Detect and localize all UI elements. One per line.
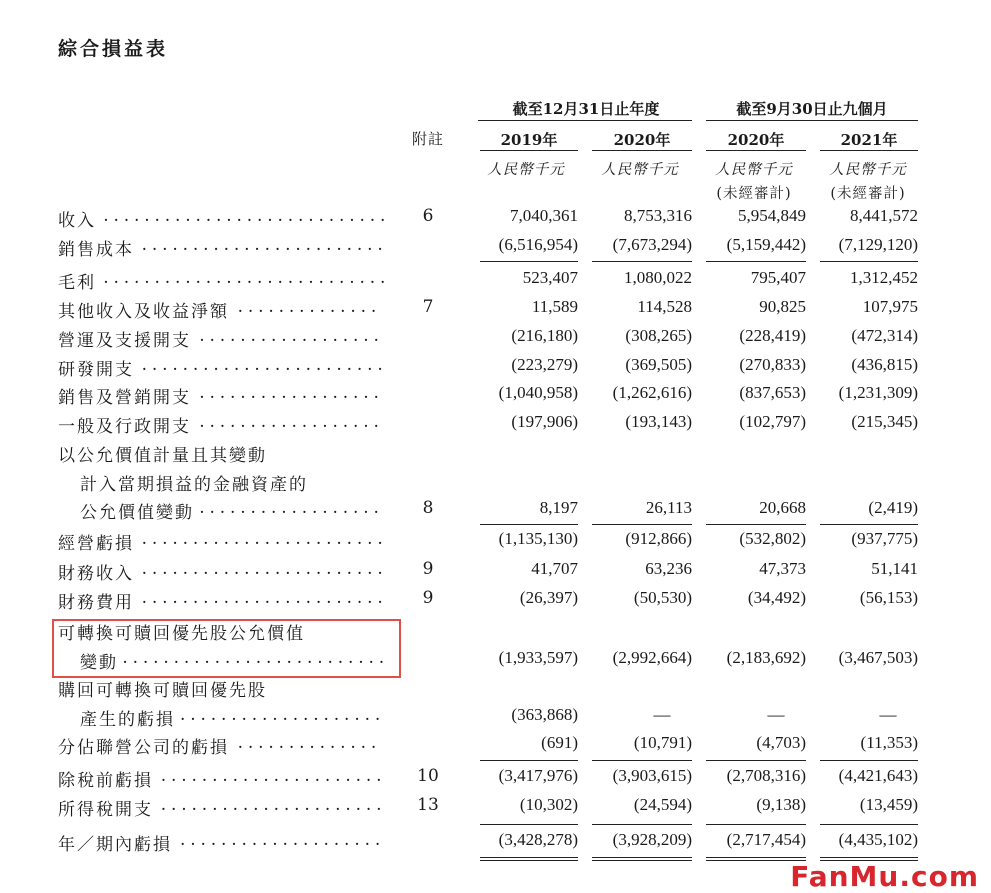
year-rule <box>592 150 692 151</box>
note-ref: 9 <box>422 559 434 579</box>
note-column-header: 附註 <box>411 130 444 148</box>
value-cell: (1,262,616) <box>612 383 692 402</box>
year-header-2020: 2020年 <box>613 131 671 149</box>
note-ref: 8 <box>422 498 434 519</box>
value-cell: (937,775) <box>851 529 918 548</box>
leader-dots: ............................ <box>103 206 391 226</box>
value-cell: (912,866) <box>625 529 692 548</box>
leader-dots: ........................ <box>141 559 388 579</box>
value-cell: (3,903,615) <box>612 766 692 785</box>
row-label: 收入 <box>58 211 96 231</box>
value-cell: 8,441,572 <box>850 206 918 225</box>
unaudited-label: (未經審計) <box>830 186 906 202</box>
subtotal-rule <box>592 524 692 525</box>
value-cell: (2,717,454) <box>726 830 806 849</box>
unit-label: 人民幣千元 <box>601 162 679 178</box>
subtotal-rule <box>592 261 692 262</box>
value-cell: (363,868) <box>511 704 578 724</box>
value-cell: (9,138) <box>756 795 806 814</box>
row-label: 研發開支 <box>58 360 134 380</box>
value-cell: (369,505) <box>625 355 692 374</box>
value-cell: — <box>653 704 671 724</box>
leader-dots: .................... <box>180 830 386 850</box>
value-cell: (102,797) <box>739 412 806 431</box>
note-ref: 13 <box>417 795 439 815</box>
year-header-2019: 2019年 <box>500 131 558 149</box>
note-ref: 7 <box>422 297 434 317</box>
value-cell: (472,314) <box>851 326 918 345</box>
leader-dots: .............. <box>237 297 382 317</box>
row-label: 財務費用 <box>58 593 134 613</box>
value-cell: (1,135,130) <box>498 529 578 548</box>
value-cell: — <box>767 704 785 724</box>
value-cell: (4,421,643) <box>838 766 918 785</box>
value-cell: (223,279) <box>511 355 578 374</box>
value-cell: — <box>879 704 897 724</box>
subtotal-rule <box>706 261 806 262</box>
row-label: 所得稅開支 <box>58 800 153 820</box>
leader-dots: ...................... <box>160 795 387 815</box>
subtotal-rule <box>480 524 578 525</box>
row-label: 分佔聯營公司的虧損 <box>58 738 229 758</box>
value-cell: (2,419) <box>868 498 918 518</box>
value-cell: (1,231,309) <box>838 383 918 402</box>
value-cell: (837,653) <box>739 383 806 402</box>
value-cell: (228,419) <box>739 326 806 345</box>
value-cell: (34,492) <box>747 588 806 607</box>
row-label: 毛利 <box>58 273 96 293</box>
value-cell: (215,345) <box>851 412 918 431</box>
row-label: 產生的虧損 <box>80 709 175 730</box>
value-cell: (13,459) <box>859 795 918 814</box>
value-cell: 523,407 <box>522 268 578 287</box>
value-cell: (2,992,664) <box>612 647 692 667</box>
leader-dots: .............. <box>237 733 382 753</box>
subtotal-rule <box>820 760 918 761</box>
row-label: 銷售及營銷開支 <box>58 388 191 408</box>
value-cell: 11,589 <box>531 297 578 316</box>
value-cell: (216,180) <box>511 326 578 345</box>
value-cell: (24,594) <box>633 795 692 814</box>
unaudited-label: (未經審計) <box>716 186 792 202</box>
leader-dots: .................. <box>199 326 384 346</box>
note-ref: 6 <box>422 206 434 226</box>
value-cell: (197,906) <box>511 412 578 431</box>
value-cell: 47,373 <box>759 559 806 578</box>
total-double-rule <box>480 857 578 861</box>
value-cell: (6,516,954) <box>498 235 578 254</box>
year-rule <box>820 150 918 151</box>
row-label: 可轉換可贖回優先股公允價值 <box>58 624 305 644</box>
subtotal-rule <box>592 760 692 761</box>
value-cell: (532,802) <box>739 529 806 548</box>
value-cell: (10,791) <box>633 733 692 752</box>
value-cell: 8,753,316 <box>624 206 692 225</box>
value-cell: 5,954,849 <box>738 206 806 225</box>
value-cell: (11,353) <box>860 733 918 752</box>
value-cell: 1,312,452 <box>850 268 918 287</box>
value-cell: (7,129,120) <box>838 235 918 254</box>
value-cell: 51,141 <box>871 559 918 578</box>
subtotal-rule <box>592 824 692 825</box>
unit-label: 人民幣千元 <box>715 162 793 178</box>
row-label: 計入當期損益的金融資產的 <box>80 474 308 495</box>
row-label: 營運及支援開支 <box>58 331 191 351</box>
watermark: FanMu.com <box>790 860 979 893</box>
year-header-2021-9m: 2021年 <box>840 131 898 149</box>
value-cell: (3,467,503) <box>838 647 918 667</box>
header-group-year: 截至12月31日止年度 <box>512 100 660 118</box>
value-cell: (4,703) <box>756 733 806 752</box>
row-label: 財務收入 <box>58 564 134 584</box>
row-label: 一般及行政開支 <box>58 417 191 437</box>
leader-dots: .................. <box>199 498 384 519</box>
subtotal-rule <box>480 760 578 761</box>
row-label: 經營虧損 <box>58 534 134 554</box>
header-group-ninemonths: 截至9月30日止九個月 <box>736 100 888 118</box>
value-cell: (3,428,278) <box>498 830 578 849</box>
value-cell: (5,159,442) <box>726 235 806 254</box>
year-header-2020-9m: 2020年 <box>727 131 785 149</box>
total-double-rule <box>592 857 692 861</box>
subtotal-rule <box>480 824 578 825</box>
value-cell: 7,040,361 <box>510 206 578 225</box>
value-cell: 795,407 <box>750 268 806 287</box>
value-cell: (56,153) <box>859 588 918 607</box>
value-cell: (3,417,976) <box>498 766 578 785</box>
leader-dots: ............................ <box>103 268 391 288</box>
value-cell: (1,040,958) <box>498 383 578 402</box>
value-cell: (436,815) <box>851 355 918 374</box>
leader-dots: .................... <box>180 704 386 725</box>
leader-dots: ........................ <box>141 529 388 549</box>
value-cell: (270,833) <box>739 355 806 374</box>
row-label: 變動 <box>80 652 118 673</box>
unit-label: 人民幣千元 <box>829 162 907 178</box>
row-label: 除稅前虧損 <box>58 771 153 791</box>
value-cell: (10,302) <box>519 795 578 814</box>
value-cell: (2,708,316) <box>726 766 806 785</box>
leader-dots: .................. <box>199 383 384 403</box>
subtotal-rule <box>820 524 918 525</box>
unit-label: 人民幣千元 <box>487 162 565 178</box>
value-cell: (3,928,209) <box>612 830 692 849</box>
leader-dots: ........................ <box>141 588 388 608</box>
leader-dots: .......................... <box>122 647 389 668</box>
subtotal-rule <box>706 524 806 525</box>
value-cell: 41,707 <box>531 559 578 578</box>
value-cell: (50,530) <box>633 588 692 607</box>
header-group-year-rule <box>478 120 692 121</box>
note-ref: 10 <box>417 766 439 786</box>
row-label: 年／期內虧損 <box>58 835 172 855</box>
year-rule <box>706 150 806 151</box>
subtotal-rule <box>820 824 918 825</box>
subtotal-rule <box>706 760 806 761</box>
year-rule <box>480 150 578 151</box>
value-cell: (7,673,294) <box>612 235 692 254</box>
value-cell: 20,668 <box>759 498 806 518</box>
value-cell: 26,113 <box>645 498 692 518</box>
leader-dots: .................. <box>199 412 384 432</box>
value-cell: 90,825 <box>759 297 806 316</box>
row-label: 公允價值變動 <box>80 503 194 524</box>
value-cell: 63,236 <box>645 559 692 578</box>
subtotal-rule <box>820 261 918 262</box>
highlight-box <box>52 619 401 678</box>
value-cell: 107,975 <box>862 297 918 316</box>
value-cell: (691) <box>541 733 578 752</box>
subtotal-rule <box>706 824 806 825</box>
leader-dots: ........................ <box>141 355 388 375</box>
row-label: 購回可轉換可贖回優先股 <box>58 681 267 701</box>
row-label: 以公允價值計量且其變動 <box>58 446 267 466</box>
value-cell: (308,265) <box>625 326 692 345</box>
row-label: 其他收入及收益淨額 <box>58 302 229 322</box>
row-label: 銷售成本 <box>58 240 134 260</box>
value-cell: 1,080,022 <box>624 268 692 287</box>
note-ref: 9 <box>422 588 434 608</box>
subtotal-rule <box>480 261 578 262</box>
value-cell: (193,143) <box>625 412 692 431</box>
value-cell: (2,183,692) <box>726 647 806 667</box>
leader-dots: ...................... <box>160 766 387 786</box>
header-group-ninemonths-rule <box>706 120 918 121</box>
value-cell: 8,197 <box>539 498 578 518</box>
leader-dots: ........................ <box>141 235 388 255</box>
value-cell: (26,397) <box>519 588 578 607</box>
value-cell: 114,528 <box>637 297 692 316</box>
value-cell: (1,933,597) <box>498 647 578 667</box>
page-title: 綜合損益表 <box>58 38 169 60</box>
value-cell: (4,435,102) <box>838 830 918 849</box>
